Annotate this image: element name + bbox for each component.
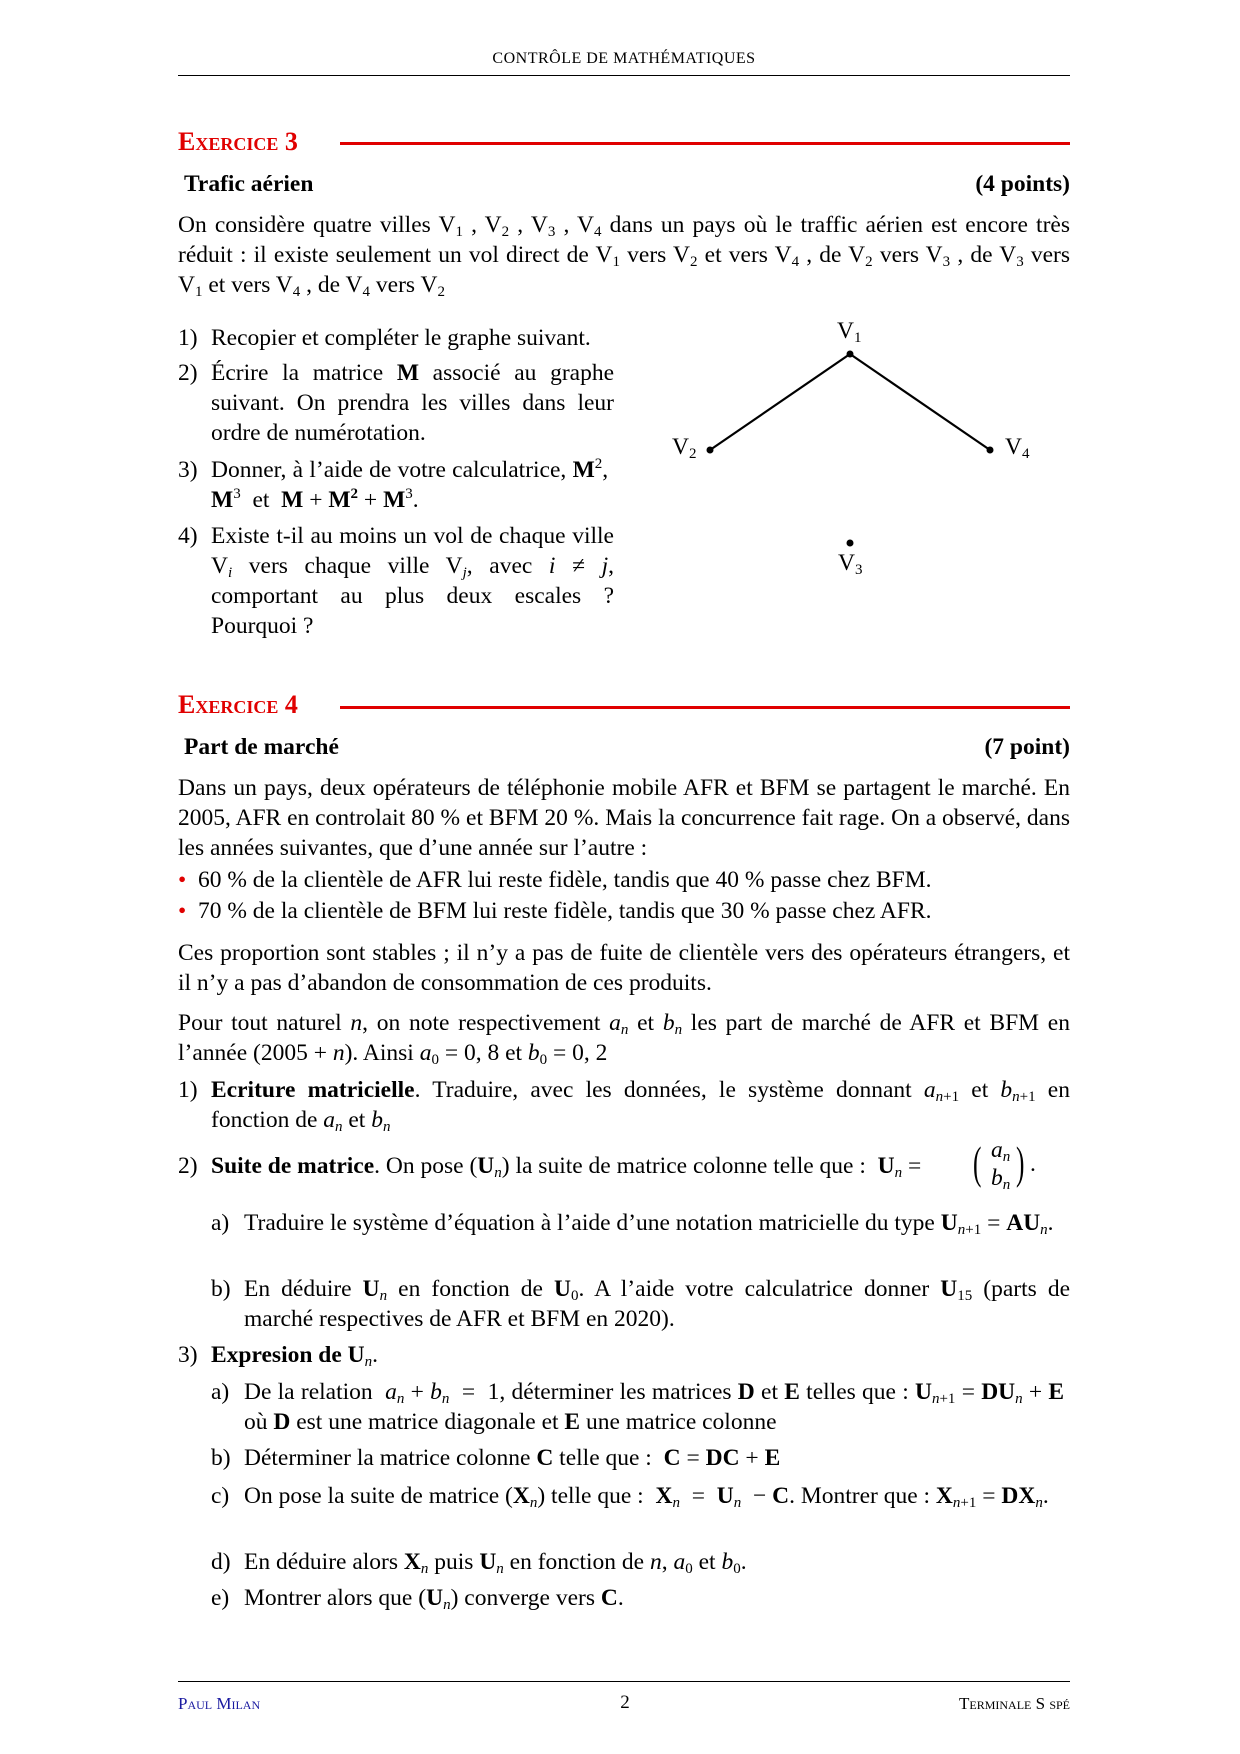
exercise-4-stability: Ces proportion sont stables ; il n’y a pas de fuite de clientèle vers des opérateurs étrangers, et il n’y a pas d’abandon de consommation de ces produits. — [178, 940, 1070, 996]
footer-rule — [178, 1681, 1070, 1682]
exercise-4-subtitle: Part de marché — [184, 734, 339, 760]
label-v1: $V_1$ — [837, 318, 862, 346]
ex4-question-3e: e) Montrer alors que $(U_n)$ converge vers C. — [211, 1585, 624, 1613]
exercise-4-intro: Dans un pays, deux opérateurs de téléphonie mobile AFR et BFM se partagent le marché. En 2005, AFR en controlait 80 % et BFM 20 %. Mais la concurrence fait rage. On a observé, dans les années suivantes, que d’une année sur l’autre : — [178, 775, 1070, 861]
label-v4: $V_4$ — [1005, 434, 1030, 462]
ex3-question-2: 2) Écrire la matrice M associé au graphe suivant. On prendra les villes dans leur ordre de numérotation. — [178, 360, 615, 446]
page-header: CONTRÔLE DE MATHÉMATIQUES — [492, 50, 756, 67]
exercise-3-rule — [340, 142, 1070, 145]
vector-period: . — [1030, 1151, 1036, 1177]
exercise-3-intro: On considère quatre villes $V_1$ , $V_2$ , $V_3$ , $V_4$ dans un pays où le traffic aérien est encore très réduit : il existe seulement un vol direct de $V_1$ vers $V_2$ et vers $V_4$ , de $V_2$ vers $V_3$ , de $V_3$ vers $V_1$ et vers $V_4$ , de $V_4$ vers $V_2$ — [178, 212, 1071, 300]
column-vector: $a_n$ $b_n$ — [991, 1137, 1011, 1193]
exercise-3-subtitle: Trafic aérien — [184, 171, 314, 197]
edge-v1-v4 — [850, 354, 990, 450]
vertex-v1 — [847, 351, 854, 358]
vertex-v2 — [707, 447, 714, 454]
ex3-question-3: 3) Donner, à l’aide de votre calculatrice, $M^2$, $M^3$ et $M + M^2 + M^3$. — [178, 456, 614, 513]
ex4-question-3: 3) Expresion de $U_n$. — [178, 1342, 379, 1370]
label-v3: $V_3$ — [838, 550, 863, 578]
ex4-question-1: 1) Ecriture matricielle. Traduire, avec les données, le système donnant $a_{n+1}$ et $b_{n+1}$ en fonction de $a_n$ et $b_n$ — [178, 1077, 1070, 1135]
ex4-question-2: 2) Suite de matrice. On pose $(U_n)$ la suite de matrice colonne telle que : $U_n$ = — [178, 1153, 922, 1181]
exercise-3-points: (4 points) — [975, 171, 1070, 197]
ex4-question-3a: a) De la relation $a_n + b_n = 1$, déterminer les matrices D et E telles que : $U_{n+1} = DU_n + E$ où D est une matrice diagonale et E une matrice colonne — [211, 1379, 1070, 1435]
ex4-question-2a: a) Traduire le système d’équation à l’aide d’une notation matricielle du type $U_{n+1} = AU_n$. — [211, 1210, 1054, 1238]
exercise-4-title: Exercice 4 — [178, 690, 298, 719]
bullet-afr: • 60 % de la clientèle de AFR lui reste fidèle, tandis que 40 % passe chez BFM. — [178, 867, 932, 893]
paren-right: ) — [1016, 1137, 1025, 1188]
ex4-question-2b: b) En déduire $U_n$ en fonction de $U_0$. A l’aide votre calculatrice donner $U_{15}$ (parts de marché respectives de AFR et BFM en 2020). — [211, 1276, 1070, 1332]
exercise-4-points: (7 point) — [984, 734, 1070, 760]
exercise-3-title: Exercice 3 — [178, 127, 298, 156]
ex3-question-4: 4) Existe t-il au moins un vol de chaque ville $V_i$ vers chaque ville $V_j$, avec i ≠ j, comportant au plus deux escales ? Pourquoi ? — [178, 523, 614, 639]
ex4-question-3c: c) On pose la suite de matrice $(X_n)$ telle que : $X_n = U_n - C$. Montrer que : $X_{n+1} = DX_n$. — [211, 1483, 1049, 1511]
footer-class: Terminale S spé — [958, 1694, 1070, 1713]
header-rule — [178, 75, 1070, 76]
label-v2: $V_2$ — [672, 434, 697, 462]
paren-left: ( — [973, 1137, 982, 1188]
exercise-4-notation: Pour tout naturel n, on note respectivement $a_n$ et $b_n$ les part de marché de AFR et BFM en l’année (2005 + n). Ainsi $a_0 = 0$, 8 et $b_0 = 0$, 2 — [178, 1010, 1070, 1068]
vertex-v4 — [987, 447, 994, 454]
footer-page-number: 2 — [620, 1692, 630, 1713]
bullet-bfm: • 70 % de la clientèle de BFM lui reste fidèle, tandis que 30 % passe chez AFR. — [178, 898, 932, 924]
vertex-v3 — [847, 540, 854, 547]
ex4-question-3d: d) En déduire alors $X_n$ puis $U_n$ en fonction de n, $a_0$ et $b_0$. — [211, 1549, 747, 1577]
exercise-4-rule — [340, 706, 1070, 709]
footer-author: Paul Milan — [178, 1694, 261, 1713]
flight-graph — [660, 310, 1040, 590]
ex4-question-3b: b) Déterminer la matrice colonne C telle que : C = DC + E — [211, 1445, 781, 1471]
